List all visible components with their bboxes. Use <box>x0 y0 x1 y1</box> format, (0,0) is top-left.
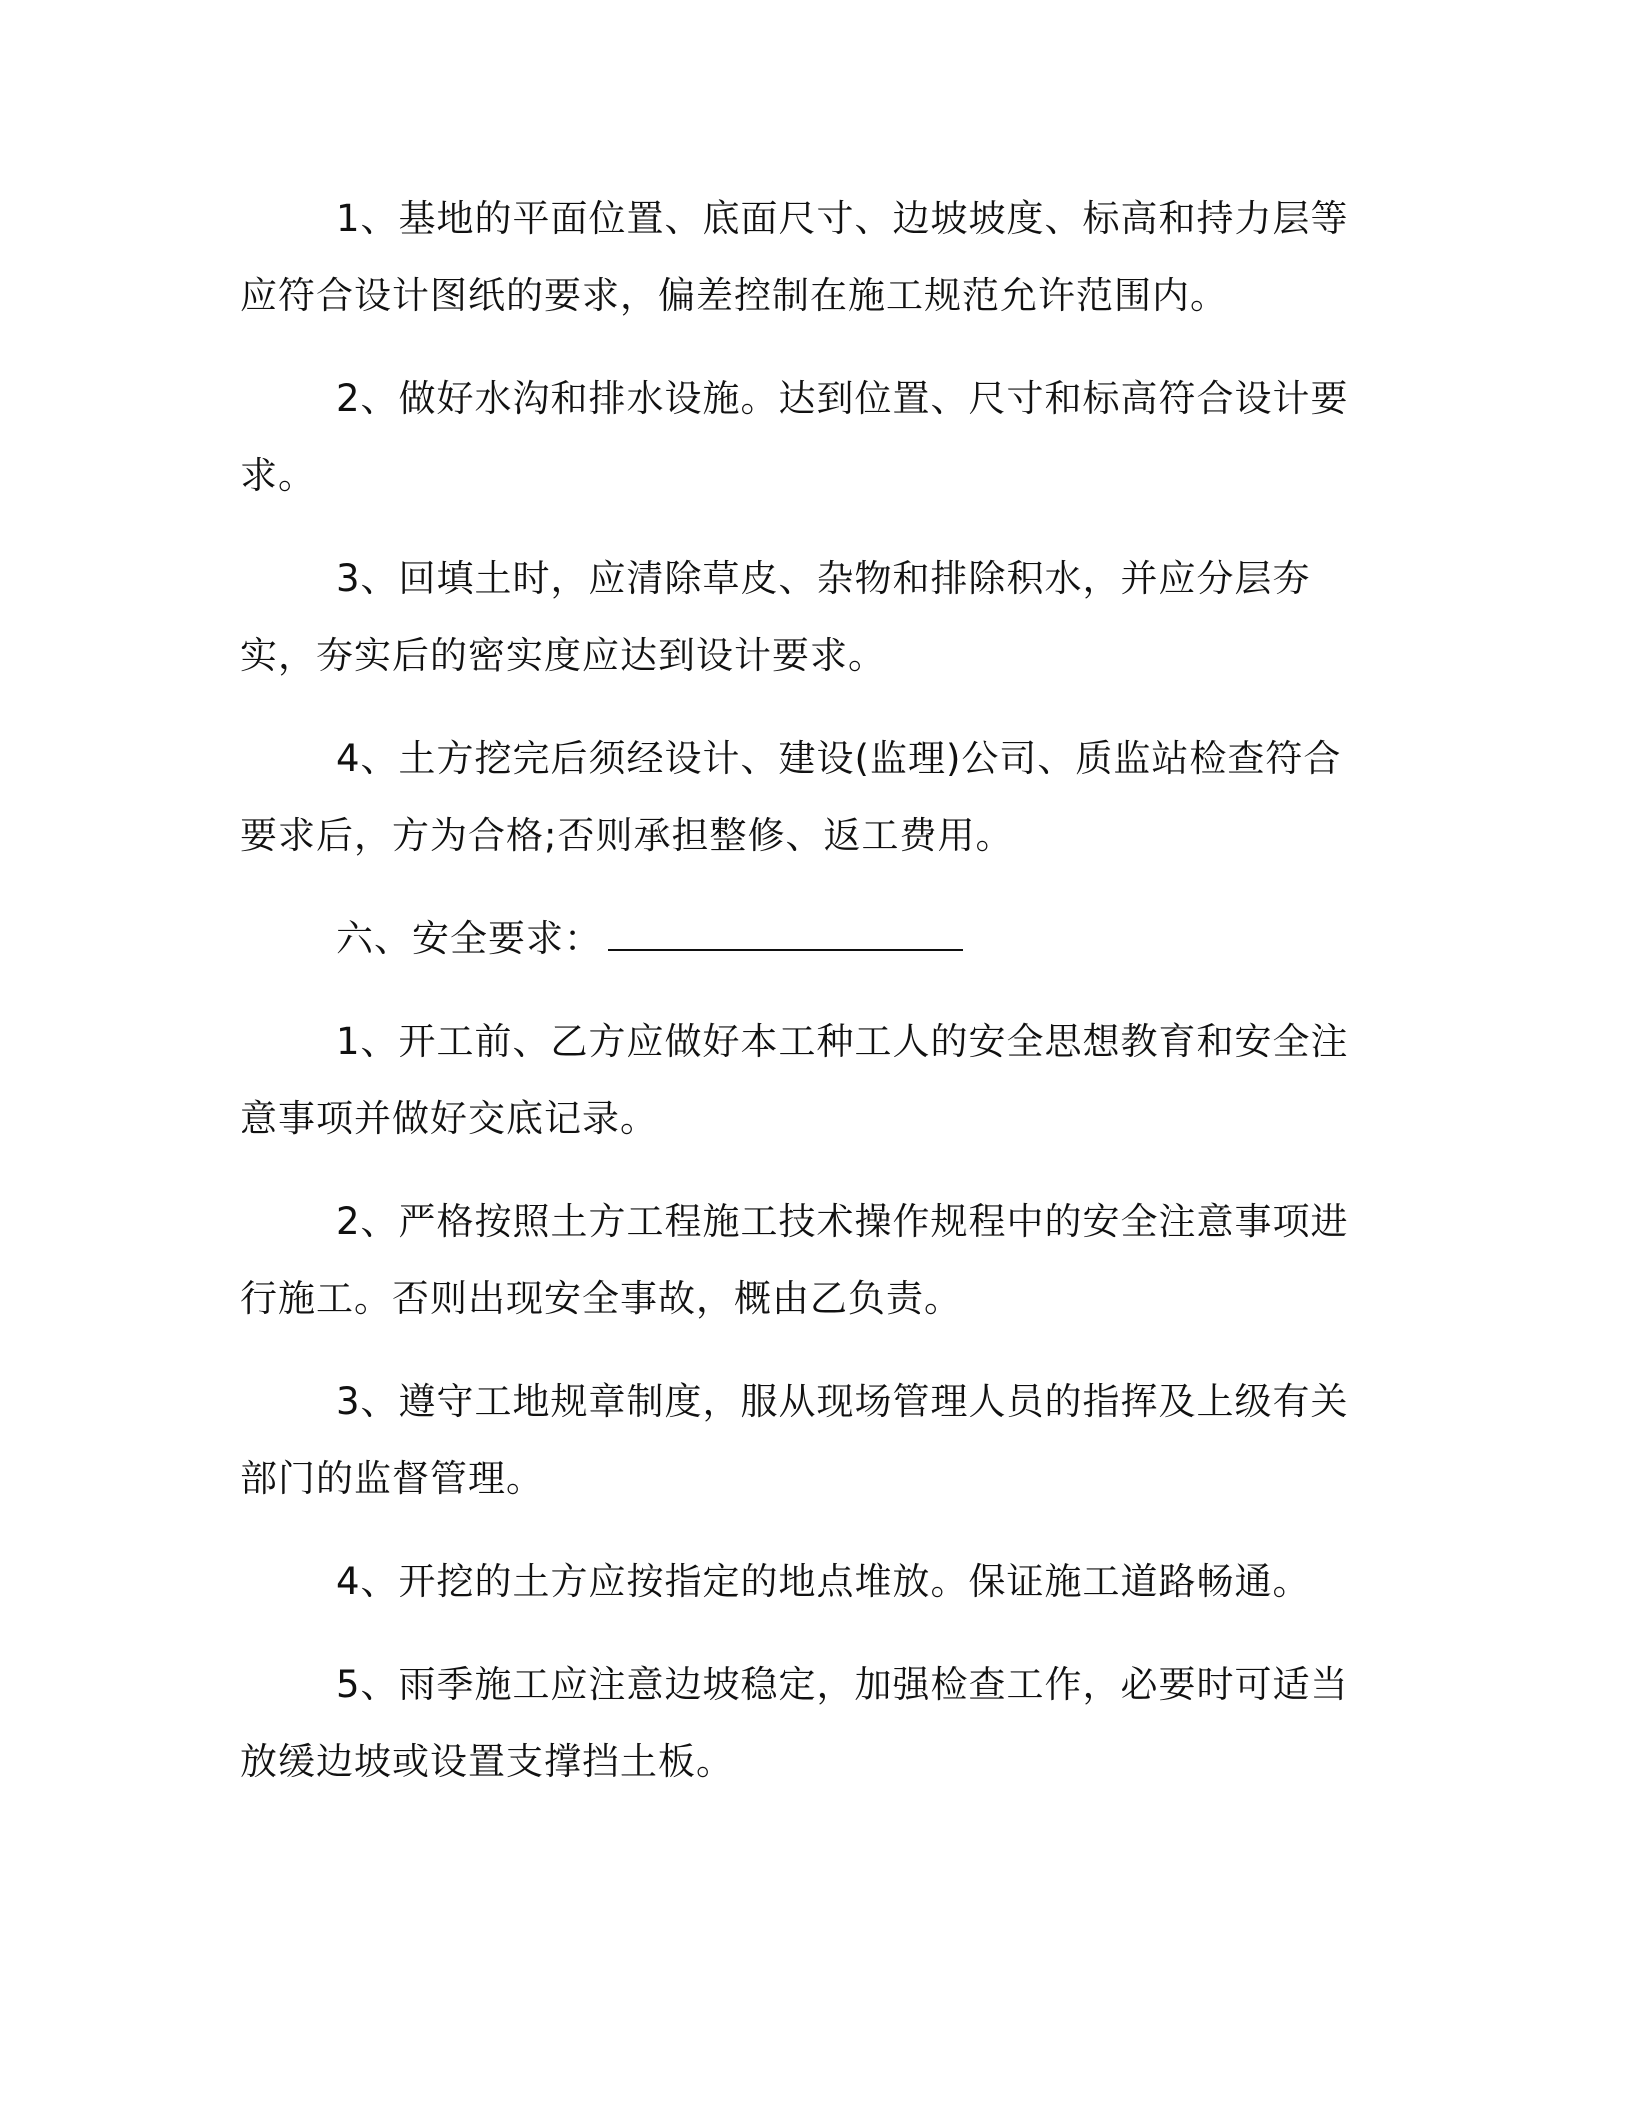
quality-item-2: 2、做好水沟和排水设施。达到位置、尺寸和标高符合设计要求。 <box>240 377 1349 497</box>
safety-item-3: 3、遵守工地规章制度，服从现场管理人员的指挥及上级有关部门的监督管理。 <box>240 1380 1349 1500</box>
document-body <box>240 180 1370 1826</box>
safety-item-5: 5、雨季施工应注意边坡稳定，加强检查工作，必要时可适当放缓边坡或设置支撑挡土板。 <box>240 1663 1349 1783</box>
safety-item-1: 1、开工前、乙方应做好本工种工人的安全思想教育和安全注意事项并做好交底记录。 <box>240 1020 1349 1140</box>
quality-item-1: 1、基地的平面位置、底面尺寸、边坡坡度、标高和持力层等应符合设计图纸的要求，偏差控制在施工规范允许范围内。 <box>240 197 1349 317</box>
quality-item-3: 3、回填土时，应清除草皮、杂物和排除积水，并应分层夯实，夯实后的密实度应达到设计要求。 <box>240 557 1311 677</box>
safety-section-heading <box>240 900 1370 977</box>
safety-heading-text: 六、安全要求： <box>336 917 602 960</box>
quality-item-4: 4、土方挖完后须经设计、建设(监理)公司、质监站检查符合要求后，方为合格;否则承担整修、返工费用。 <box>240 737 1342 857</box>
safety-item-4: 4、开挖的土方应按指定的地点堆放。保证施工道路畅通。 <box>336 1560 1311 1603</box>
fill-in-blank-line <box>608 919 963 951</box>
safety-item-2: 2、严格按照土方工程施工技术操作规程中的安全注意事项进行施工。否则出现安全事故，概由乙负责。 <box>240 1200 1349 1320</box>
